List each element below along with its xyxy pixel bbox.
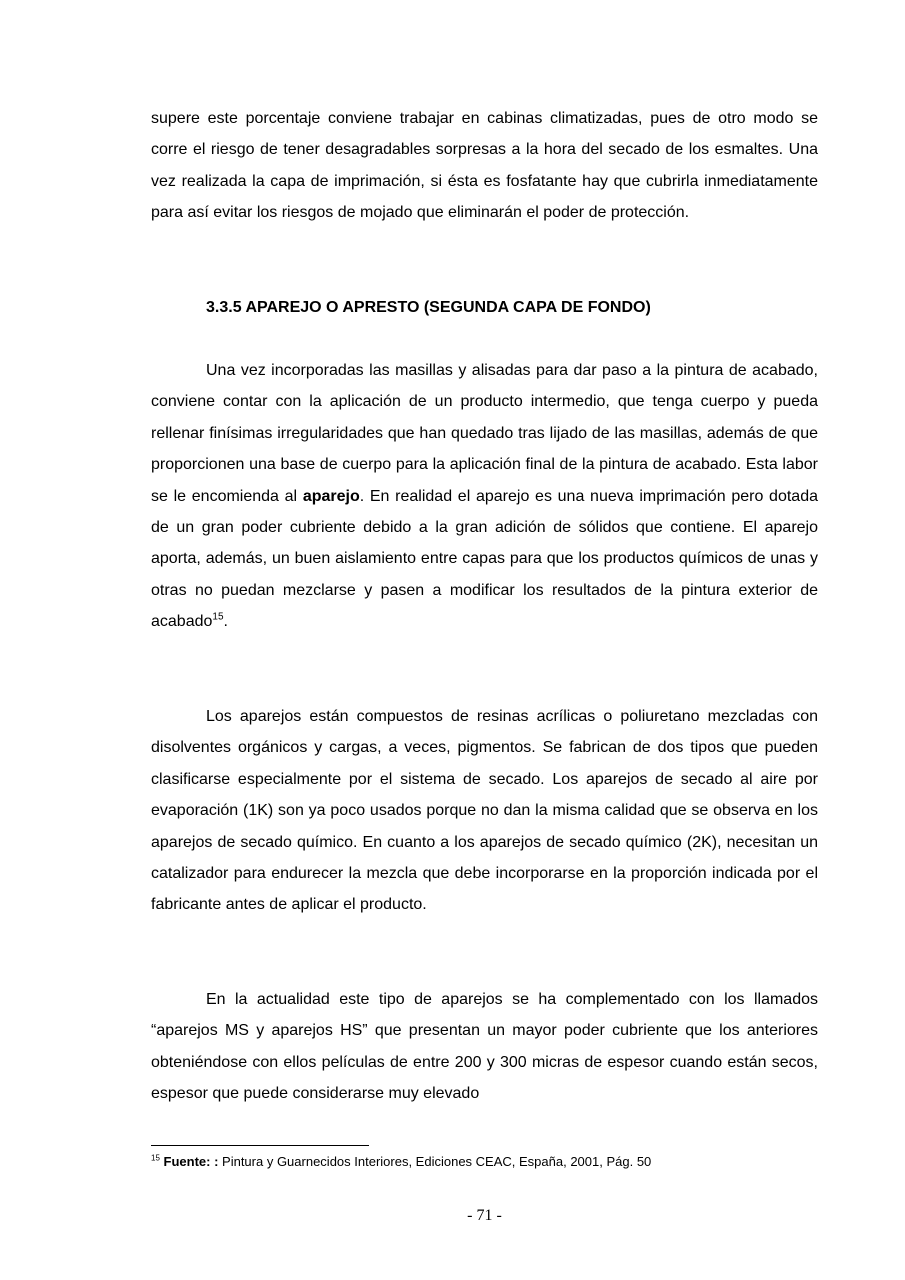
page-number: - 71 -: [467, 1207, 502, 1224]
footnote-text: Pintura y Guarnecidos Interiores, Ediciones CEAC, España, 2001, Pág. 50: [218, 1154, 652, 1169]
footnote-reference: 15: [212, 611, 224, 623]
footnote-label: Fuente: :: [163, 1154, 219, 1169]
paragraph-text: Una vez incorporadas las masillas y alisadas para dar paso a la pintura de acabado, conviene contar con la aplicación de un producto intermedio, que tenga cuerpo y pueda rellenar finísimas irregularidades que han quedado tras lijado de las masillas, además de que proporcionen una base de cuerpo para la aplicación final de la pintura de acabado. Esta labor se le encomienda al: [151, 362, 818, 505]
paragraph-ms-hs: En la actualidad este tipo de aparejos se ha complementado con los llamados “aparejos MS y aparejos HS” que presentan un mayor poder cubriente que los anteriores obteniéndose con ellos películas de entre 200 y 300 micras de espesor cuando están secos, espesor que puede considerarse muy elevado: [151, 991, 818, 1103]
paragraph-continuation: supere este porcentaje conviene trabajar en cabinas climatizadas, pues de otro modo se corre el riesgo de tener desagradables sorpresas a la hora del secado de los esmaltes. Una vez realizada la capa de imprimación, si ésta es fosfatante hay que cubrirla inmediatamente para así evitar los riesgos de mojado que eliminarán el poder de protección.: [151, 110, 818, 222]
paragraph-text: . En realidad el aparejo es una nueva imprimación pero dotada de un gran poder cubriente debido a la gran adición de sólidos que contiene. El aparejo aporta, además, un buen aislamiento entre capas para que los productos químicos de unas y otras no puedan mezclarse y pasen a modificar los resultados de la pintura exterior de acabado: [151, 487, 818, 631]
section-heading: 3.3.5 APAREJO O APRESTO (SEGUNDA CAPA DE FONDO): [206, 299, 651, 316]
footnote-number: 15: [151, 1153, 160, 1163]
bold-term: aparejo: [302, 487, 360, 505]
paragraph-aparejo-intro: [151, 355, 818, 638]
paragraph-text: .: [223, 613, 228, 631]
footnote-separator: [151, 1145, 369, 1146]
footnote: [151, 1152, 651, 1172]
paragraph-composition: Los aparejos están compuestos de resinas acrílicas o poliuretano mezcladas con disolventes orgánicos y cargas, a veces, pigmentos. Se fabrican de dos tipos que pueden clasificarse especialmente por el sistema de secado. Los aparejos de secado al aire por evaporación (1K) son ya poco usados porque no dan la misma calidad que se observa en los aparejos de secado químico. En cuanto a los aparejos de secado químico (2K), necesitan un catalizador para endurecer la mezcla que debe incorporarse en la proporción indicada por el fabricante antes de aplicar el producto.: [151, 708, 818, 914]
